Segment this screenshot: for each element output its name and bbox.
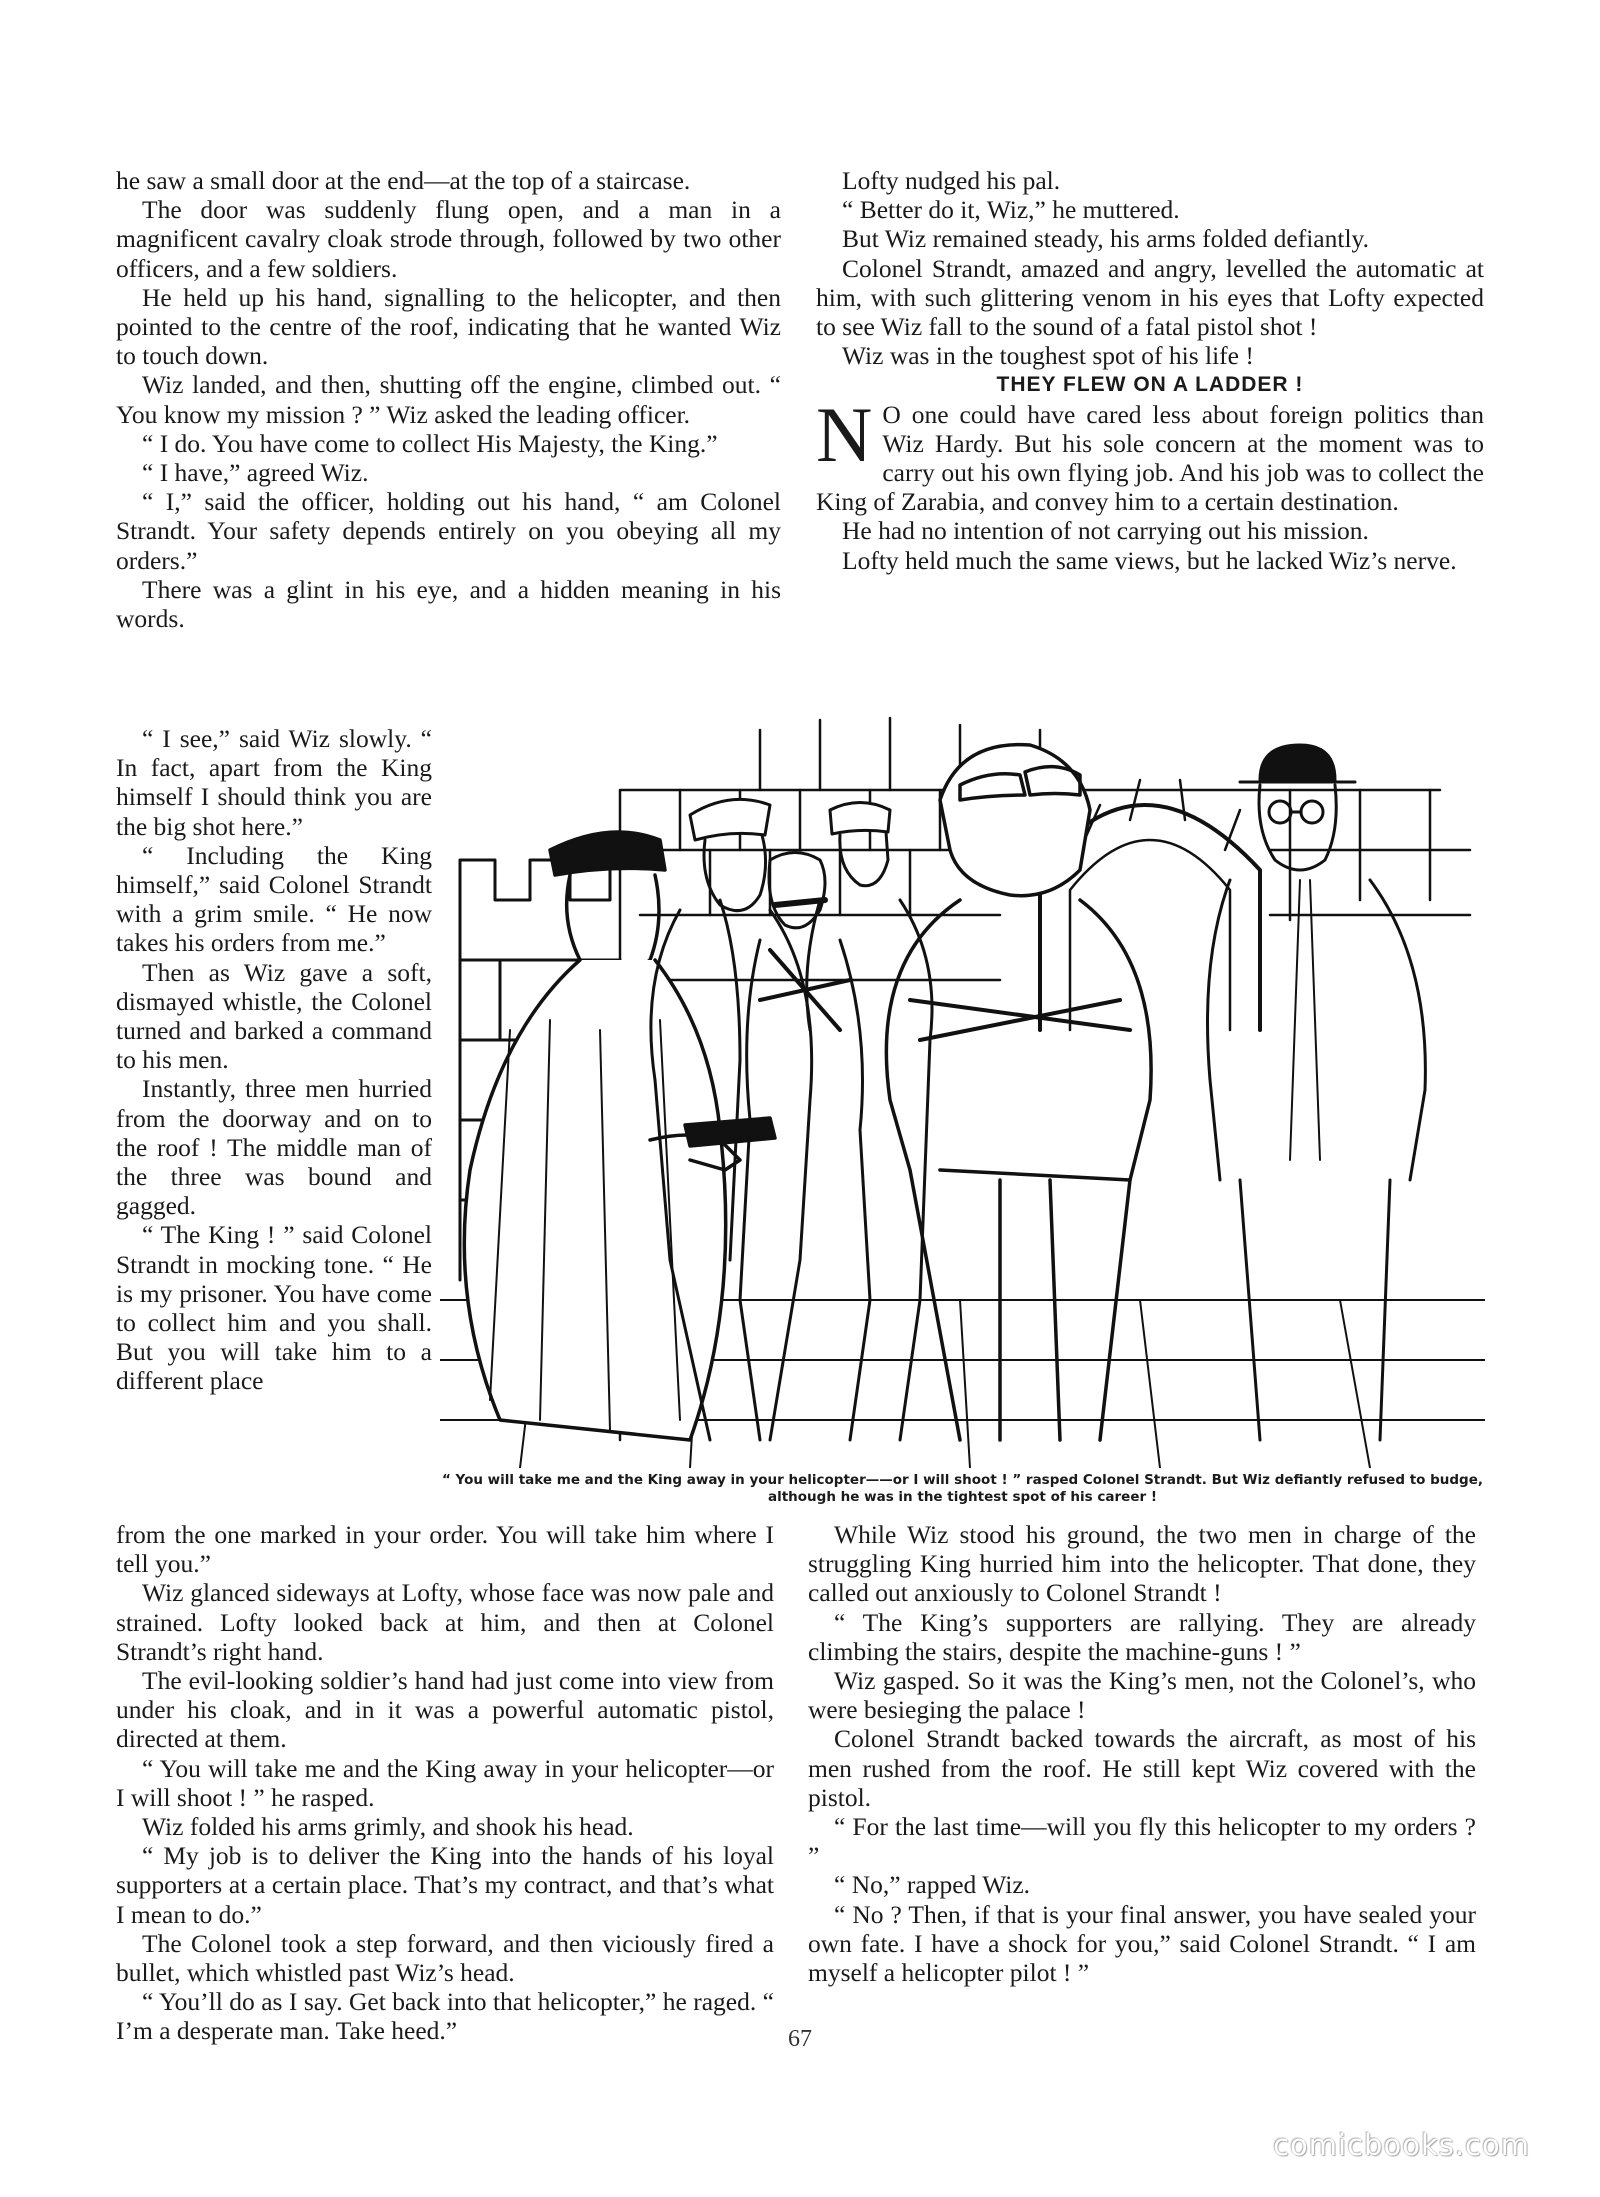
paragraph: “ The King’s supporters are rallying. They are already climbing the stairs, despite the machine-guns ! ”: [808, 1607, 1476, 1666]
right-column-top: [816, 166, 1484, 575]
paragraph: The evil-looking soldier’s hand had just come into view from under his cloak, and in it was a powerful automatic pistol, directed at them.: [116, 1666, 774, 1754]
paragraph: “ No ? Then, if that is your final answer, you have sealed your own fate. I have a shock for you,” said Colonel Strandt. “ I am myself a helicopter pilot ! ”: [808, 1899, 1476, 1988]
paragraph: “ You’ll do as I say. Get back into that helicopter,” he raged. “ I’m a desperate man. Take heed.”: [116, 1987, 774, 2046]
paragraph: But Wiz remained steady, his arms folded defiantly.: [842, 224, 1370, 254]
drop-cap: N: [816, 390, 873, 478]
comic-illustration: [440, 700, 1485, 1468]
paragraph: “ I,” said the officer, holding out his hand, “ am Colonel Strandt. Your safety depends entirely on you obeying all my orders.”: [116, 487, 781, 575]
paragraph: Wiz glanced sideways at Lofty, whose face was now pale and strained. Lofty looked back at him, and then at Colonel Strandt’s right hand.: [116, 1578, 774, 1666]
paragraph: “ I see,” said Wiz slowly. “ In fact, apart from the King himself I should think you are the big shot here.”: [116, 724, 432, 841]
paragraph: Wiz folded his arms grimly, and shook his head.: [142, 1812, 634, 1842]
paragraph: The door was suddenly flung open, and a man in a magnificent cavalry cloak strode through, followed by two other officers, and a few soldiers.: [116, 195, 781, 283]
dropcap-paragraph: [816, 390, 1484, 517]
paragraph: “ For the last time—will you fly this helicopter to my orders ? ”: [808, 1812, 1476, 1871]
left-column-narrow: [116, 724, 432, 1396]
paragraph: from the one marked in your order. You will take him where I tell you.”: [116, 1520, 774, 1579]
paragraph: Colonel Strandt, amazed and angry, levelled the automatic at him, with such glittering venom in his eyes that Lofty expected to see Wiz fall to the sound of a fatal pistol shot !: [816, 253, 1484, 342]
paragraph: “ I have,” agreed Wiz.: [142, 458, 369, 488]
paragraph: Wiz landed, and then, shutting off the engine, climbed out. “ You know my mission ? ” Wiz asked the leading officer.: [116, 370, 781, 429]
paragraph: He had no intention of not carrying out his mission.: [842, 516, 1369, 546]
paragraph: “ I do. You have come to collect His Majesty, the King.”: [142, 428, 718, 458]
paragraph: “ The King ! ” said Colonel Strandt in mocking tone. “ He is my prisoner. You have come to collect him and you shall. But you will take him to a different place: [116, 1220, 432, 1396]
illustration-drawing: [440, 700, 1485, 1468]
paragraph: “ Including the King himself,” said Colonel Strandt with a grim smile. “ He now takes his orders from me.”: [116, 840, 432, 958]
dropcap-paragraph-text: O one could have cared less about foreign politics than Wiz Hardy. But his sole concern at the moment was to carry out his own flying job. And his job was to collect the King of Zarabia, and convey him to a certain destination.: [816, 399, 1484, 517]
page-number: 67: [788, 2026, 812, 2052]
paragraph: he saw a small door at the end—at the top of a staircase.: [116, 166, 691, 195]
paragraph: “ Better do it, Wiz,” he muttered.: [842, 195, 1180, 225]
right-column-bottom: [808, 1520, 1476, 1987]
paragraph: “ My job is to deliver the King into the hands of his loyal supporters at a certain place. That’s my contract, and that’s what I mean to do.”: [116, 1841, 774, 1929]
paragraph: Instantly, three men hurried from the doorway and on to the roof ! The middle man of the three was bound and gagged.: [116, 1074, 432, 1221]
paragraph: There was a glint in his eye, and a hidden meaning in his words.: [116, 574, 781, 634]
paragraph: “ You will take me and the King away in your helicopter—or I will shoot ! ” he rasped.: [116, 1753, 774, 1812]
king-figure: [740, 853, 870, 1441]
paragraph: Wiz gasped. So it was the King’s men, not the Colonel’s, who were besieging the palace !: [808, 1666, 1476, 1725]
paragraph: Then as Wiz gave a soft, dismayed whistle, the Colonel turned and barked a command to his men.: [116, 957, 432, 1075]
paragraph: The Colonel took a step forward, and then viciously fired a bullet, which whistled past Wiz’s head.: [116, 1928, 774, 1988]
paragraph: Wiz was in the toughest spot of his life !: [842, 341, 1254, 371]
left-column-bottom: [116, 1520, 774, 2046]
paragraph: Lofty held much the same views, but he lacked Wiz’s nerve.: [842, 545, 1457, 575]
illustration-caption: “ You will take me and the King away in your helicopter——or I will shoot ! ” rasped Colonel Strandt. But Wiz defiantly refused to budge, although he was in the tightest spot of his career !: [441, 1472, 1484, 1505]
paragraph: While Wiz stood his ground, the two men in charge of the struggling King hurried him into the helicopter. That done, they called out anxiously to Colonel Strandt !: [808, 1520, 1476, 1608]
section-heading: THEY FLEW ON A LADDER !: [996, 373, 1304, 397]
watermark: comicbooks.com: [1273, 2128, 1530, 2162]
paragraph: Colonel Strandt backed towards the aircraft, as most of his men rushed from the roof. He still kept Wiz covered with the pistol.: [808, 1724, 1476, 1812]
paragraph: “ No,” rapped Wiz.: [834, 1870, 1031, 1900]
left-column-top: [116, 166, 781, 633]
paragraph: He held up his hand, signalling to the helicopter, and then pointed to the centre of the roof, indicating that he wanted Wiz to touch down.: [116, 282, 781, 371]
paragraph: Lofty nudged his pal.: [842, 166, 1061, 195]
